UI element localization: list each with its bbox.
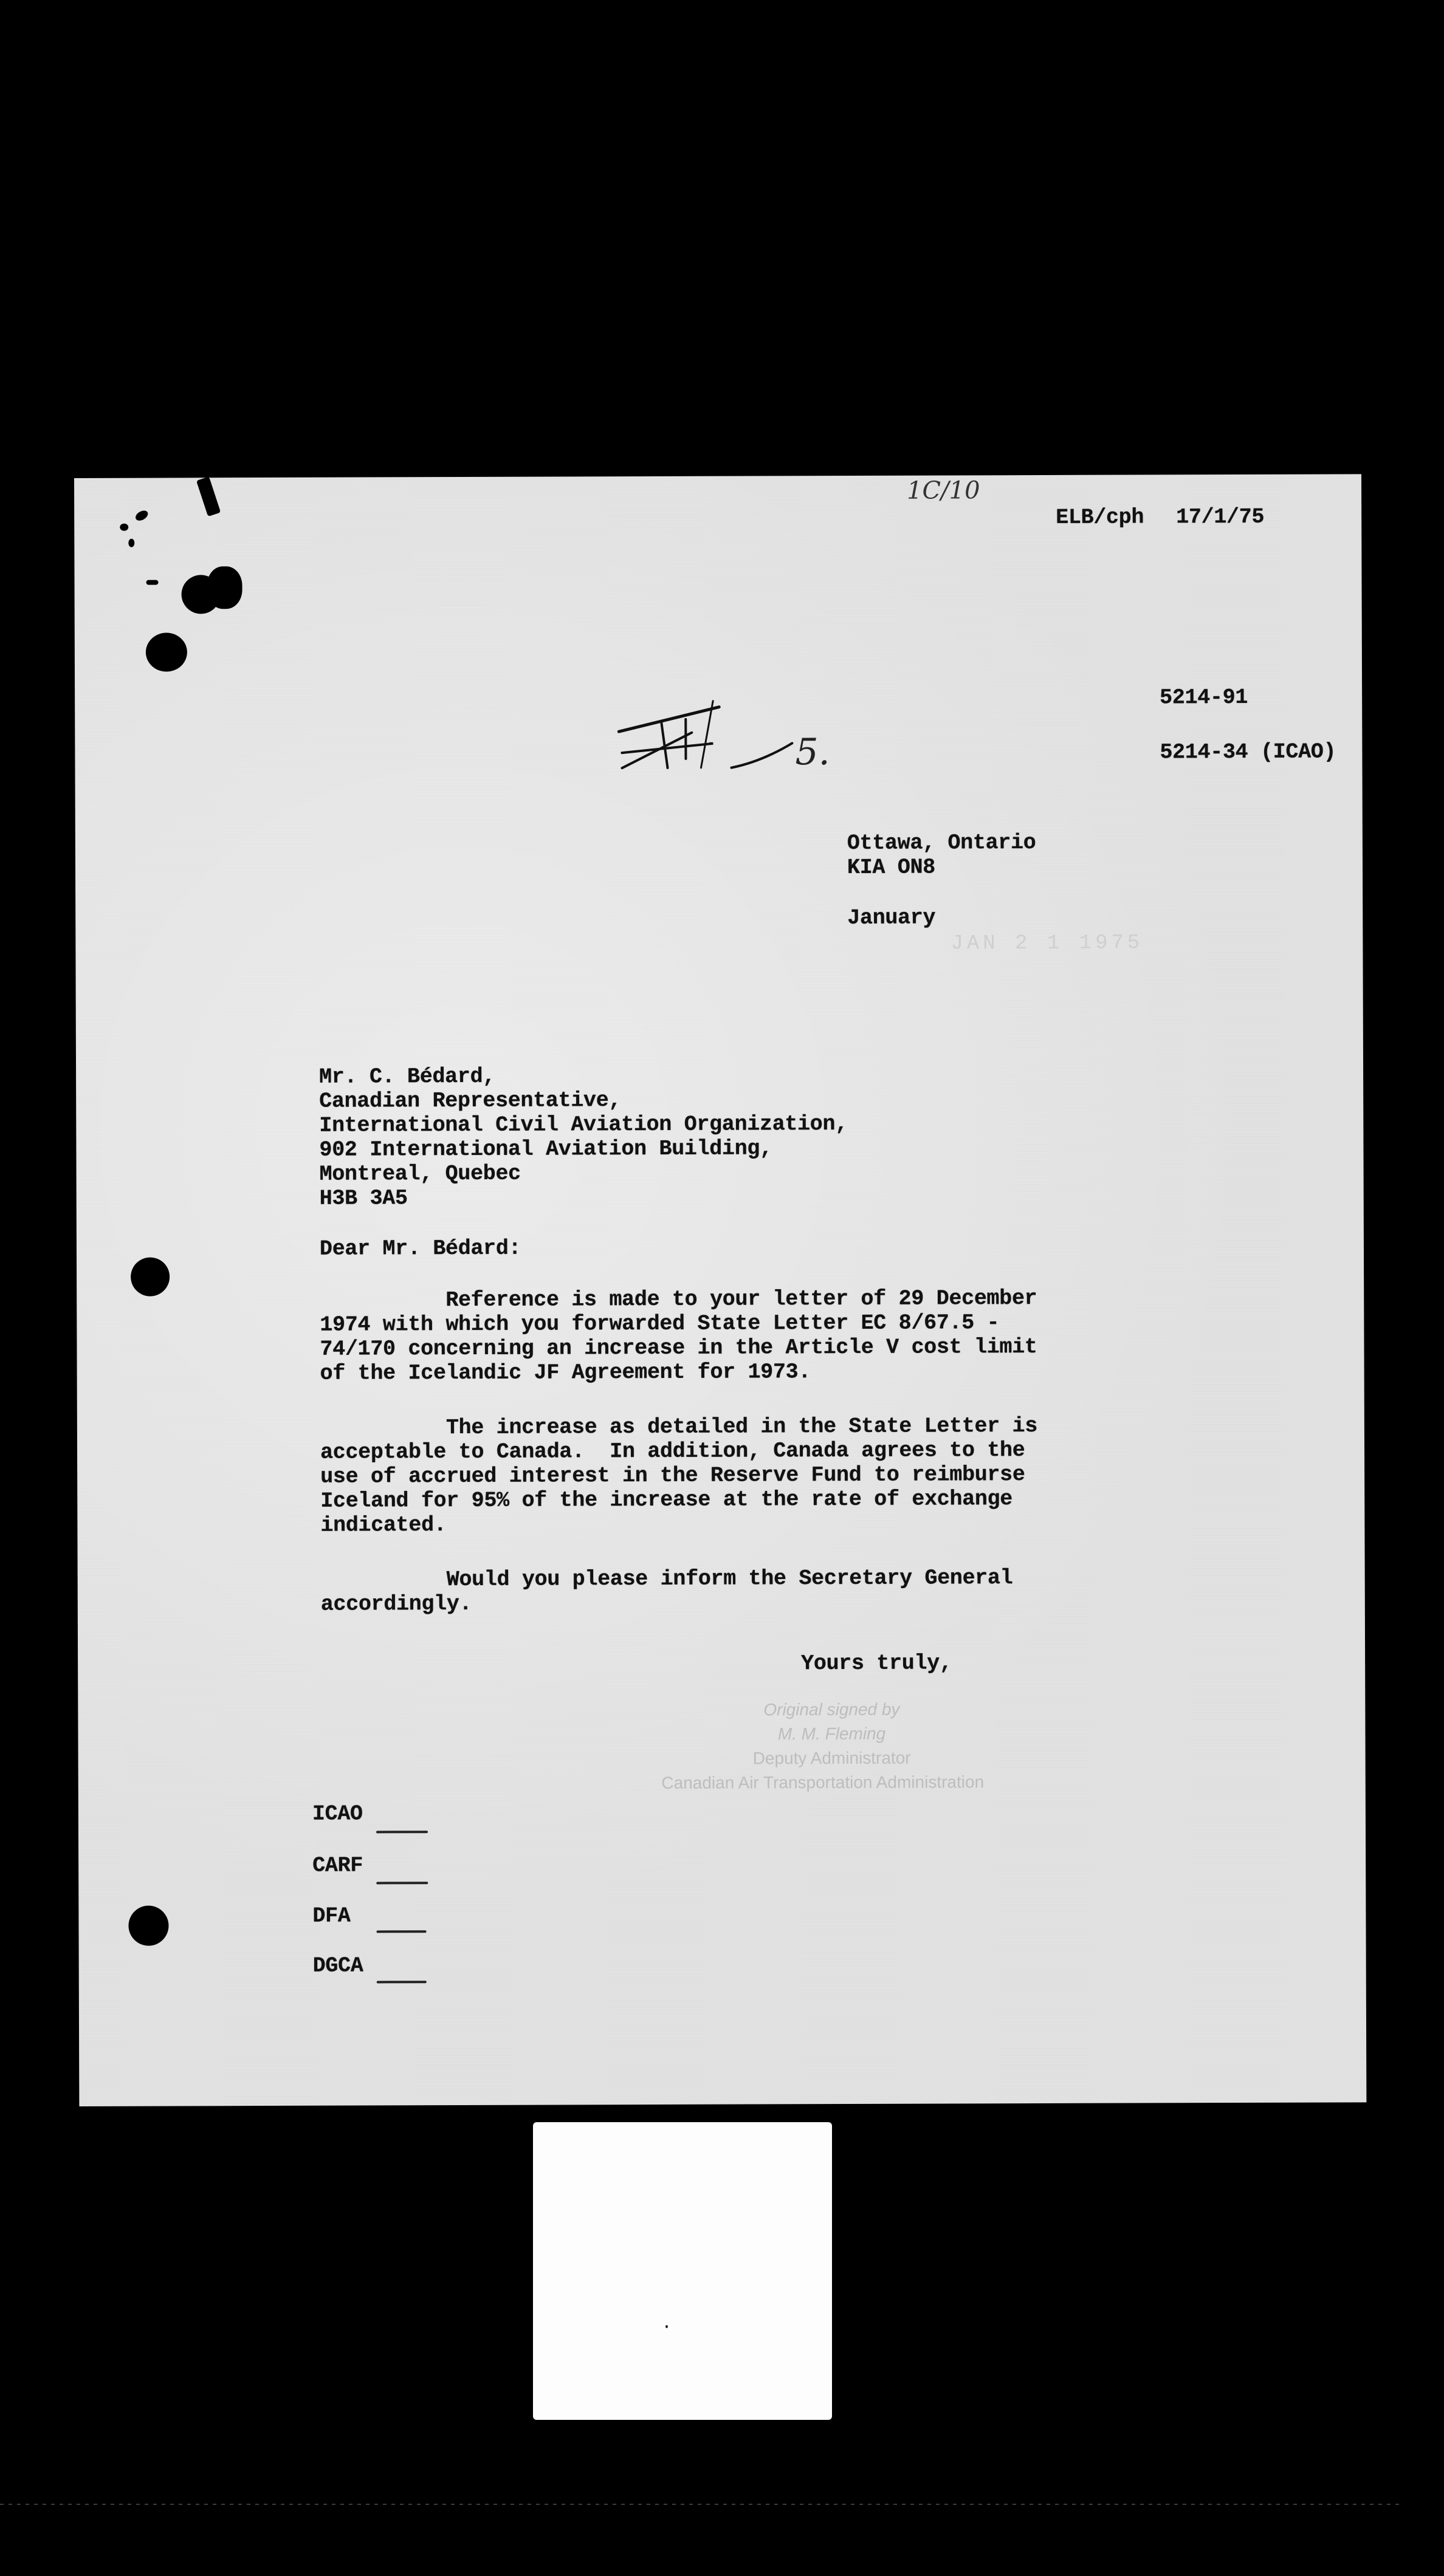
paragraph-2-line: indicated. (320, 1513, 447, 1538)
sender-postal-code: KIA ON8 (847, 855, 936, 880)
paragraph-1-line: of the Icelandic JF Agreement for 1973. (320, 1360, 811, 1386)
salutation: Dear Mr. Bédard: (319, 1236, 521, 1261)
scan-edge-strip (0, 2504, 1404, 2505)
paragraph-2-line: The increase as detailed in the State Letter is (320, 1414, 1038, 1440)
punch-hole (131, 1258, 170, 1297)
handwritten-number: 5. (795, 731, 830, 774)
paragraph-2-line: acceptable to Canada. In addition, Canada agrees to the (320, 1438, 1025, 1465)
punch-hole-damaged (207, 566, 242, 609)
letter-date-month: January (847, 905, 936, 931)
handwritten-hash-mark (610, 694, 804, 780)
signature-stamp-name: M. M. Fleming (777, 1724, 886, 1744)
distribution-check-line (377, 1981, 427, 1983)
letter-page (74, 474, 1366, 2106)
punch-hole (146, 632, 187, 671)
distribution-carf: CARF (312, 1853, 363, 1878)
torn-corner-mark (128, 539, 134, 547)
signature-stamp-org: Canadian Air Transportation Administration (661, 1772, 985, 1792)
torn-corner-mark (196, 476, 221, 516)
distribution-check-line (377, 1930, 427, 1933)
signature-stamp-title: Deputy Administrator (752, 1748, 911, 1768)
paragraph-3-line: Would you please inform the Secretary General (320, 1566, 1013, 1592)
recipient-line: 902 International Aviation Building, (319, 1136, 772, 1162)
handwritten-file-note: 1C/10 (906, 476, 980, 505)
reference-initials: ELB/cph (1056, 505, 1144, 530)
paragraph-1-line: 1974 with which you forwarded State Letter EC 8/67.5 - (320, 1310, 1000, 1337)
paragraph-2-line: use of accrued interest in the Reserve Fund to reimburse (320, 1462, 1025, 1489)
distribution-check-line (376, 1882, 428, 1884)
paragraph-2-line: Iceland for 95% of the increase at the rate of exchange (320, 1487, 1013, 1513)
distribution-check-line (376, 1831, 428, 1833)
recipient-line: International Civil Aviation Organization, (319, 1112, 848, 1138)
recipient-line: Mr. C. Bédard, (319, 1064, 496, 1089)
torn-corner-mark (146, 580, 159, 585)
punch-hole (128, 1906, 168, 1946)
closing: Yours truly, (801, 1651, 952, 1676)
card-speck (665, 2325, 668, 2328)
torn-corner-mark (134, 509, 150, 522)
paragraph-1-line: 74/170 concerning an increase in the Article V cost limit (320, 1335, 1037, 1362)
distribution-dfa: DFA (312, 1903, 351, 1928)
torn-corner-mark (120, 524, 128, 531)
paragraph-3-line: accordingly. (320, 1591, 472, 1617)
recipient-line: H3B 3A5 (319, 1186, 408, 1211)
sender-city: Ottawa, Ontario (847, 831, 1036, 856)
file-number-2: 5214-34 (ICAO) (1160, 739, 1336, 765)
recipient-line: Montreal, Quebec (319, 1161, 521, 1187)
signature-stamp-line: Original signed by (763, 1699, 900, 1719)
paragraph-1-line: Reference is made to your letter of 29 December (320, 1286, 1037, 1313)
file-number-1: 5214-91 (1160, 685, 1248, 710)
reference-date: 17/1/75 (1176, 504, 1265, 530)
recipient-line: Canadian Representative, (319, 1088, 622, 1114)
distribution-icao: ICAO (312, 1801, 363, 1826)
distribution-dgca: DGCA (312, 1953, 363, 1978)
blank-target-card (533, 2122, 832, 2420)
faint-date-stamp: JAN 2 1 1975 (951, 931, 1144, 956)
